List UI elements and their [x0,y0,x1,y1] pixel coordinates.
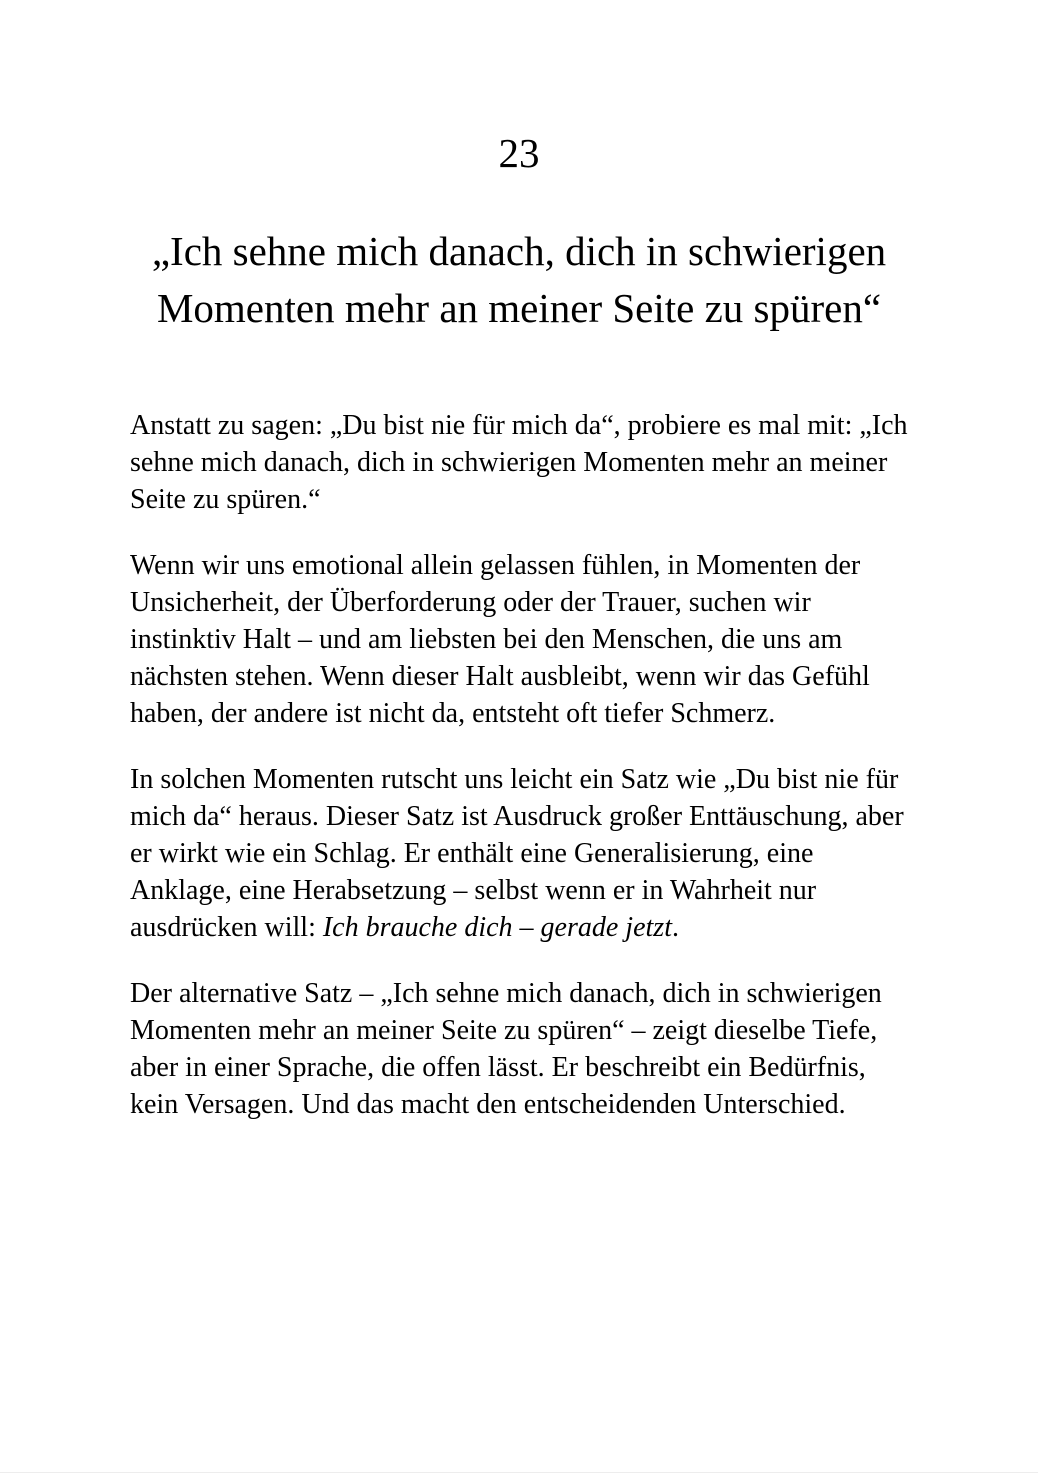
chapter-body [130,407,908,1123]
paragraph-4: Der alternative Satz – „Ich sehne mich danach, dich in schwierigen Momenten mehr an meiner Seite zu spüren“ – zeigt dieselbe Tiefe, aber in einer Sprache, die offen lässt. Er beschreibt ein Bedürfnis, kein Versagen. Und das macht den entscheidenden Unterschied. [130,978,882,1121]
paragraph-3-text: In solchen Momenten rutscht uns leicht ein Satz wie „Du bist nie für mich da“ heraus. Dieser Satz ist Ausdruck großer Enttäuschung, aber er wirkt wie ein Schlag. Er enthält eine Generalisierung, eine Anklage, eine Herabsetzung – selbst wenn er in Wahrheit nur ausdrücken will: [130,764,904,944]
paragraph-3 [130,761,908,946]
paragraph-3-period: . [671,912,679,944]
paragraph-1: Anstatt zu sagen: „Du bist nie für mich da“, probiere es mal mit: „Ich sehne mich danach, dich in schwierigen Momenten mehr an meiner Seite zu spüren.“ [130,410,908,516]
page-bottom-edge [0,1472,1038,1473]
chapter-title: „Ich sehne mich danach, dich in schwierigen Momenten mehr an meiner Seite zu spüren“ [151,228,887,332]
paragraph-2: Wenn wir uns emotional allein gelassen fühlen, in Momenten der Unsicherheit, der Überforderung oder der Trauer, suchen wir instinktiv Halt – und am liebsten bei den Menschen, die uns am nächsten stehen. Wenn dieser Halt ausbleibt, wenn wir das Gefühl haben, der andere ist nicht da, entsteht oft tiefer Schmerz. [130,550,870,730]
chapter-number: 23 [498,130,540,176]
paragraph-3-italic-phrase: Ich brauche dich – gerade jetzt [322,912,672,944]
